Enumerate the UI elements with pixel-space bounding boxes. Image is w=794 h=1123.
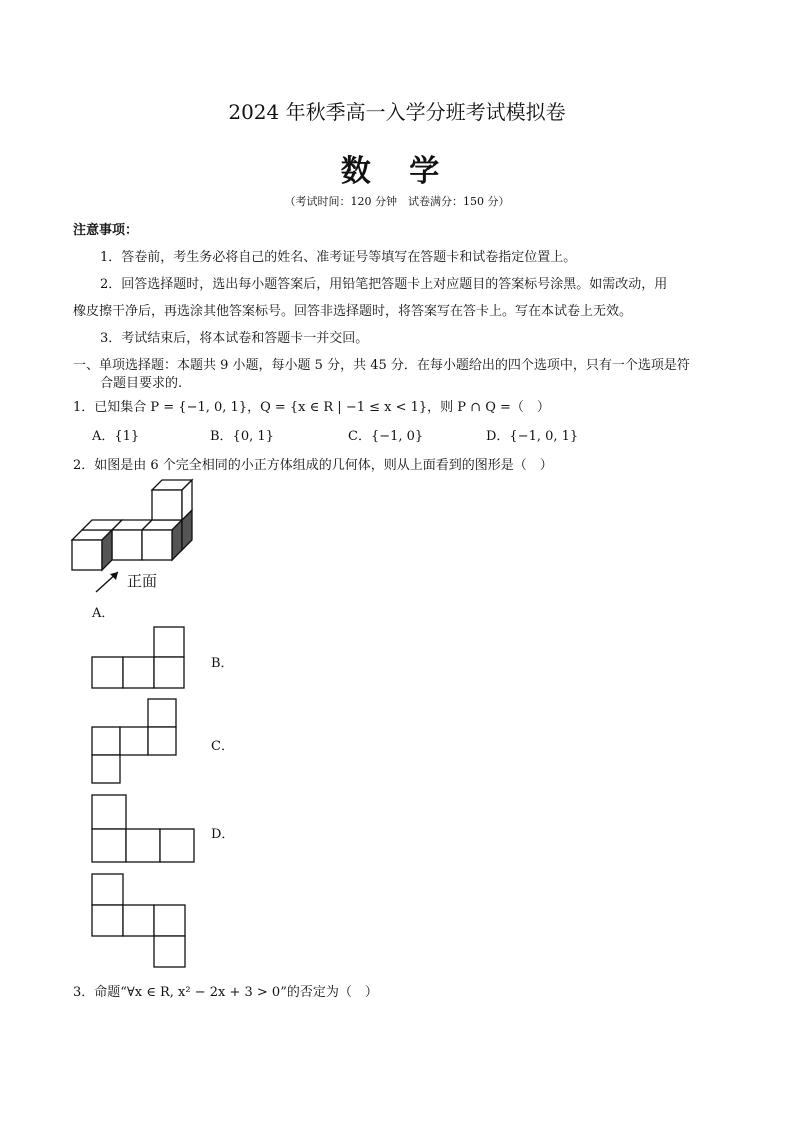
question-2-option-c: C． bbox=[211, 739, 234, 754]
subject-heading: 数 学 bbox=[340, 154, 454, 189]
question-1-option-b: B．{0, 1} bbox=[210, 429, 274, 444]
notice-heading: 注意事项： bbox=[73, 223, 139, 238]
question-2-option-a: A． bbox=[92, 606, 115, 621]
grid-square bbox=[123, 657, 154, 688]
question-1-option-a: A．{1} bbox=[92, 429, 140, 444]
grid-square bbox=[92, 727, 120, 755]
notice-item-3: 3．考试结束后，将本试卷和答题卡一并交回。 bbox=[100, 331, 369, 346]
grid-square bbox=[92, 829, 126, 862]
section-1-instructions-line-1: 一、单项选择题：本题共 9 小题，每小题 5 分，共 45 分．在每小题给出的四个选项中，只有一个选项是符 bbox=[73, 358, 690, 373]
grid-square bbox=[92, 905, 123, 936]
grid-square bbox=[92, 795, 126, 829]
grid-square bbox=[160, 829, 194, 862]
question-1-option-c: C．{−1, 0} bbox=[348, 429, 424, 444]
grid-square bbox=[154, 657, 184, 688]
grid-square bbox=[154, 905, 185, 936]
notice-item-1: 1．答卷前，考生务必将自己的姓名、准考证号等填写在答题卡和试卷指定位置上。 bbox=[100, 250, 577, 265]
grid-square bbox=[126, 829, 160, 862]
grid-square bbox=[92, 874, 123, 905]
grid-square bbox=[92, 755, 120, 783]
question-2-option-b: B． bbox=[211, 656, 234, 671]
grid-square bbox=[154, 627, 184, 657]
section-1-instructions-line-2: 合题目要求的. bbox=[100, 376, 183, 391]
option-d-figure bbox=[90, 872, 190, 970]
question-1-option-d: D．{−1, 0, 1} bbox=[486, 429, 579, 444]
grid-square bbox=[154, 936, 185, 967]
exam-title: 2024 年秋季高一入学分班考试模拟卷 bbox=[228, 100, 566, 124]
question-2-stem: 2．如图是由 6 个完全相同的小正方体组成的几何体，则从上面看到的图形是（ ） bbox=[73, 458, 553, 473]
notice-item-2-line-1: 2．回答选择题时，选出每小题答案后，用铅笔把答题卡上对应题目的答案标号涂黑。如需改动，用 bbox=[100, 277, 668, 292]
cube-front-face bbox=[142, 530, 172, 560]
grid-square bbox=[92, 657, 123, 688]
cube-front-face bbox=[72, 540, 102, 570]
cube-front-face bbox=[152, 490, 182, 520]
grid-square bbox=[148, 727, 176, 755]
question-3-stem: 3．命题“∀x ∈ R, x² − 2x + 3 > 0”的否定为（ ） bbox=[73, 985, 378, 1000]
grid-square bbox=[123, 905, 154, 936]
question-1-stem: 1．已知集合 P = {−1, 0, 1}，Q = {x ∈ R | −1 ≤ x < 1}，则 P ∩ Q =（ ） bbox=[73, 400, 550, 415]
question-2-option-d: D． bbox=[211, 827, 235, 842]
cube-front-face bbox=[112, 530, 142, 560]
option-b-figure bbox=[90, 698, 182, 786]
option-a-figure bbox=[90, 626, 190, 692]
option-c-figure bbox=[90, 794, 198, 866]
notice-item-2-line-2: 橡皮擦干净后，再选涂其他答案标号。回答非选择题时，将答案写在答卡上。写在本试卷上无效。 bbox=[73, 304, 633, 319]
front-view-label: 正面 bbox=[127, 572, 158, 590]
grid-square bbox=[148, 699, 176, 727]
exam-time-info: （考试时间：120 分钟 试卷满分：150 分） bbox=[284, 195, 510, 208]
grid-square bbox=[120, 727, 148, 755]
